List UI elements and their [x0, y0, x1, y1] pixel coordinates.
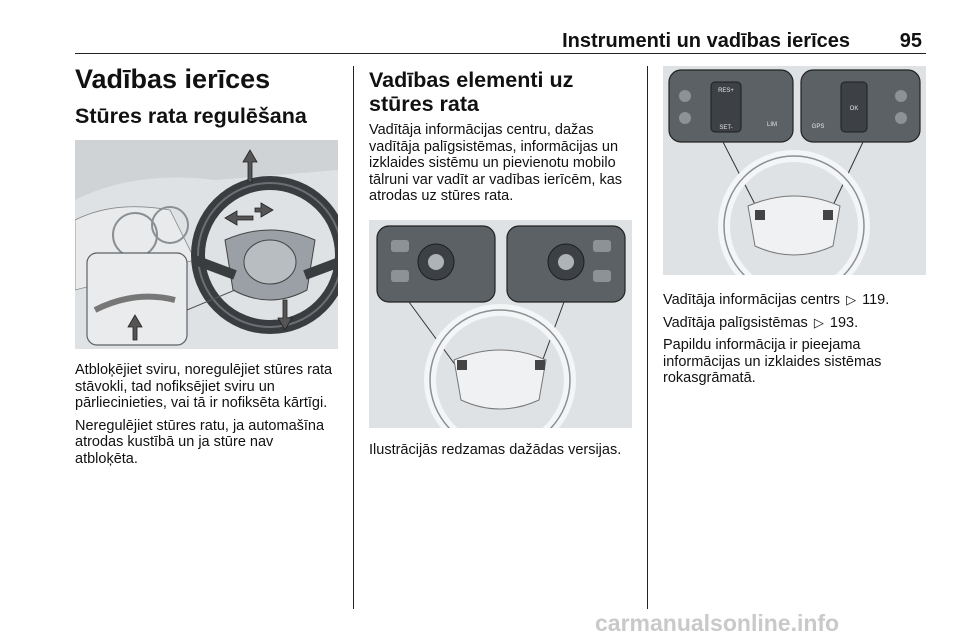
page-number: 95	[899, 30, 922, 52]
gps-label: GPS	[811, 124, 825, 130]
watermark: carmanualsonline.info	[595, 610, 840, 636]
right-body	[663, 292, 928, 393]
section-heading: Vadības ierīces	[75, 64, 271, 94]
paragraph-more-info: Papildu informācija ir pieejama informācijas un izklaides sistēmas rokasgrāmatā.	[663, 337, 882, 386]
subsection-heading: Stūres rata regulēšana	[75, 104, 307, 128]
caption-versions: Ilustrācijās redzamas dažādas versijas.	[369, 442, 622, 458]
page-reference-icon: ▷	[813, 314, 824, 330]
paragraph-warning: Neregulējiet stūres ratu, ja automašīna atrodas kustībā un ja stūre nav atbloķēta.	[75, 417, 325, 467]
column-divider-right	[647, 66, 648, 609]
link-text: Vadītāja informācijas centrs	[663, 292, 841, 308]
link-driver-assistance[interactable]: Vadītāja palīgsistēmas ▷ 193.	[663, 314, 859, 331]
set-label: SET-	[719, 125, 733, 131]
left-body	[75, 362, 340, 473]
header-rule	[75, 53, 926, 54]
left-column	[75, 64, 340, 128]
column-divider-left	[353, 66, 354, 609]
middle-caption	[369, 442, 637, 465]
running-header-title: Instrumenti un vadības ierīces	[562, 30, 850, 52]
link-page: 193	[829, 314, 855, 331]
steering-controls-illustration-a	[369, 220, 632, 428]
steering-adjust-illustration	[75, 140, 338, 349]
link-driver-info-center[interactable]: Vadītāja informācijas centrs ▷ 119.	[663, 292, 890, 308]
steering-controls-illustration-b	[663, 66, 926, 275]
link-page: 119	[862, 292, 886, 308]
link-text: Vadītāja palīgsistēmas	[663, 314, 808, 331]
ok-label: OK	[849, 106, 859, 112]
section-heading-controls: Vadības elementi uz stūres rata	[369, 68, 574, 116]
paragraph-adjust: Atbloķējiet sviru, noregulējiet stūres rata stāvokli, tad nofiksējiet sviru un pārliecinieties, vai tā ir nofiksēta kārtīgi.	[75, 362, 333, 411]
paragraph-intro: Vadītāja informācijas centru, dažas vadītāja palīgsistēmas, informācijas un izklaides sistēmu un pievienotu mobilo tālruni var vadīt ar vadības ierīcēm, kas atrodas uz stūres rata.	[369, 122, 623, 204]
middle-column	[369, 68, 637, 211]
res-label: RES+	[718, 88, 734, 94]
page-reference-icon: ▷	[846, 292, 857, 307]
lim-label: LIM	[766, 122, 778, 128]
